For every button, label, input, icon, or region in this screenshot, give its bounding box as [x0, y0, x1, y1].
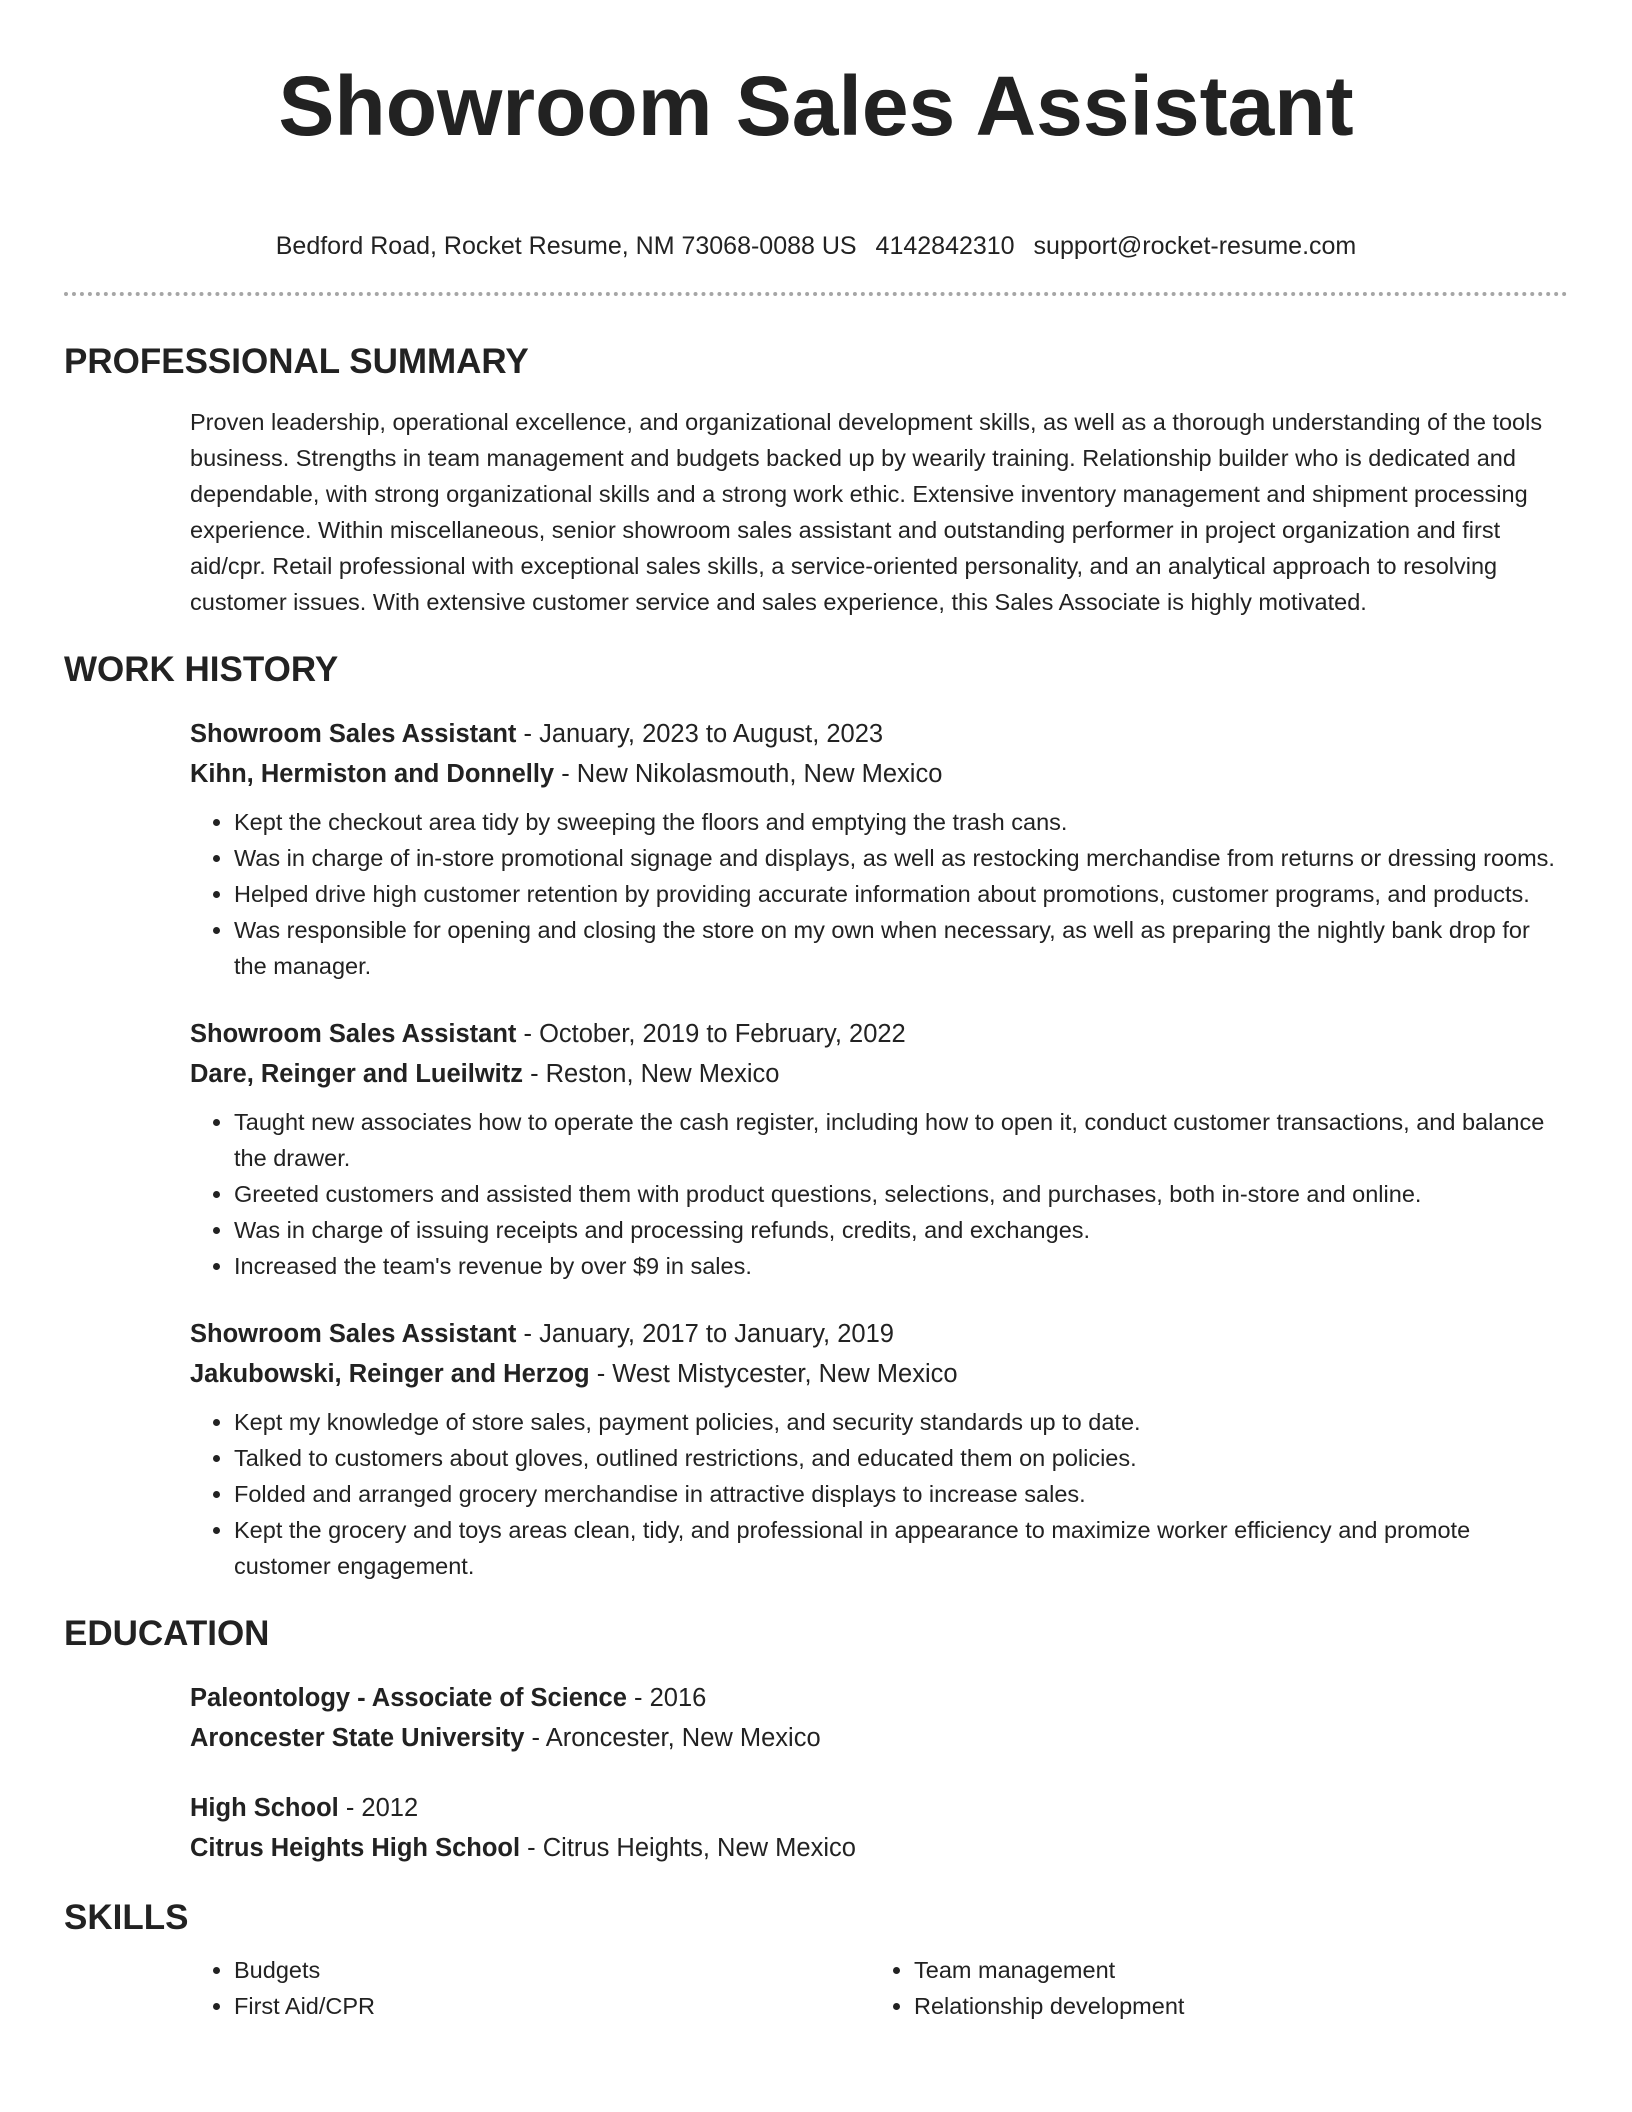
job-dates: - January, 2023 to August, 2023	[516, 720, 884, 748]
job-location: - Reston, New Mexico	[522, 1060, 780, 1088]
education-heading: EDUCATION	[64, 1614, 270, 1653]
degree-year: - 2016	[626, 1684, 707, 1712]
job-bullets	[190, 804, 1568, 984]
school-location: - Citrus Heights, New Mexico	[520, 1834, 856, 1862]
list-item: • Greeted customers and assisted them with product questions, selections, and purchases, both in-store and online.	[234, 1176, 1568, 1212]
list-item: • Kept the grocery and toys areas clean, tidy, and professional in appearance to maximize worker efficiency and promote customer engagement.	[234, 1512, 1568, 1584]
contact-email: support@rocket-resume.com	[1033, 232, 1357, 260]
degree-name: Paleontology - Associate of Science	[190, 1684, 627, 1712]
contact-line	[64, 230, 1568, 262]
list-item: • Helped drive high customer retention by providing accurate information about promotions, customer programs, and products.	[234, 876, 1568, 912]
job-role: Showroom Sales Assistant	[190, 1320, 517, 1348]
summary-text: Proven leadership, operational excellence, and organizational development skills, as well as a thorough understanding of the tools business. Strengths in team management and budgets backed up by wearily training. Relationship builder who is dedicated and dependable, with strong organizational skills and a strong work ethic. Extensive inventory management and shipment processing experience. Within miscellaneous, senior showroom sales assistant and outstanding performer in project organization and first aid/cpr. Retail professional with exceptional sales skills, a service-oriented personality, and an analytical approach to resolving customer issues. With extensive customer service and sales experience, this Sales Associate is highly motivated.	[190, 409, 1543, 615]
job-location: - West Mistycester, New Mexico	[589, 1360, 958, 1388]
skill-item: • First Aid/CPR	[234, 1988, 914, 2024]
job-role: Showroom Sales Assistant	[190, 720, 517, 748]
list-item: • Was in charge of issuing receipts and processing refunds, credits, and exchanges.	[234, 1212, 1568, 1248]
work-history-heading: WORK HISTORY	[64, 650, 339, 689]
job-entry	[190, 1314, 1568, 1584]
degree-line	[190, 1788, 1568, 1828]
job-title-line	[190, 714, 1568, 754]
summary-heading: PROFESSIONAL SUMMARY	[64, 342, 529, 381]
skills-heading: SKILLS	[64, 1898, 189, 1937]
resume-page	[64, 0, 1568, 2024]
resume-name: Showroom Sales Assistant	[278, 59, 1354, 153]
job-entry	[190, 1014, 1568, 1284]
contact-phone: 4142842310	[875, 232, 1015, 260]
contact-address: Bedford Road, Rocket Resume, NM 73068-0088 US	[275, 232, 857, 260]
degree-line	[190, 1678, 1568, 1718]
header-divider	[64, 292, 1568, 296]
school-line	[190, 1718, 1568, 1758]
degree-year: - 2012	[338, 1794, 419, 1822]
school-name: Aroncester State University	[190, 1724, 525, 1752]
list-item: • Kept the checkout area tidy by sweeping the floors and emptying the trash cans.	[234, 804, 1568, 840]
list-item: • Folded and arranged grocery merchandise in attractive displays to increase sales.	[234, 1476, 1568, 1512]
list-item: • Was in charge of in-store promotional signage and displays, as well as restocking merchandise from returns or dressing rooms.	[234, 840, 1568, 876]
list-item: • Taught new associates how to operate the cash register, including how to open it, conduct customer transactions, and balance the drawer.	[234, 1104, 1568, 1176]
school-location: - Aroncester, New Mexico	[524, 1724, 821, 1752]
job-title-line	[190, 1014, 1568, 1054]
education-entry	[190, 1678, 1568, 1758]
school-line	[190, 1828, 1568, 1868]
education-entry	[190, 1788, 1568, 1868]
job-company: Jakubowski, Reinger and Herzog	[190, 1360, 590, 1388]
job-entry	[190, 714, 1568, 984]
job-company: Kihn, Hermiston and Donnelly	[190, 760, 555, 788]
skills-list	[190, 1952, 1568, 2024]
degree-name: High School	[190, 1794, 339, 1822]
job-dates: - October, 2019 to February, 2022	[516, 1020, 906, 1048]
job-bullets	[190, 1404, 1568, 1584]
job-title-line	[190, 1314, 1568, 1354]
list-item: • Talked to customers about gloves, outlined restrictions, and educated them on policies.	[234, 1440, 1568, 1476]
job-dates: - January, 2017 to January, 2019	[516, 1320, 894, 1348]
job-company: Dare, Reinger and Lueilwitz	[190, 1060, 523, 1088]
job-bullets	[190, 1104, 1568, 1284]
job-company-line	[190, 1054, 1568, 1094]
job-role: Showroom Sales Assistant	[190, 1020, 517, 1048]
job-location: - New Nikolasmouth, New Mexico	[554, 760, 943, 788]
skill-item: • Team management	[914, 1952, 1594, 1988]
school-name: Citrus Heights High School	[190, 1834, 521, 1862]
skill-item: • Relationship development	[914, 1988, 1594, 2024]
job-company-line	[190, 1354, 1568, 1394]
list-item: • Increased the team's revenue by over $9 in sales.	[234, 1248, 1568, 1284]
skill-item: • Budgets	[234, 1952, 914, 1988]
job-company-line	[190, 754, 1568, 794]
list-item: • Was responsible for opening and closing the store on my own when necessary, as well as preparing the nightly bank drop for the manager.	[234, 912, 1568, 984]
list-item: • Kept my knowledge of store sales, payment policies, and security standards up to date.	[234, 1404, 1568, 1440]
